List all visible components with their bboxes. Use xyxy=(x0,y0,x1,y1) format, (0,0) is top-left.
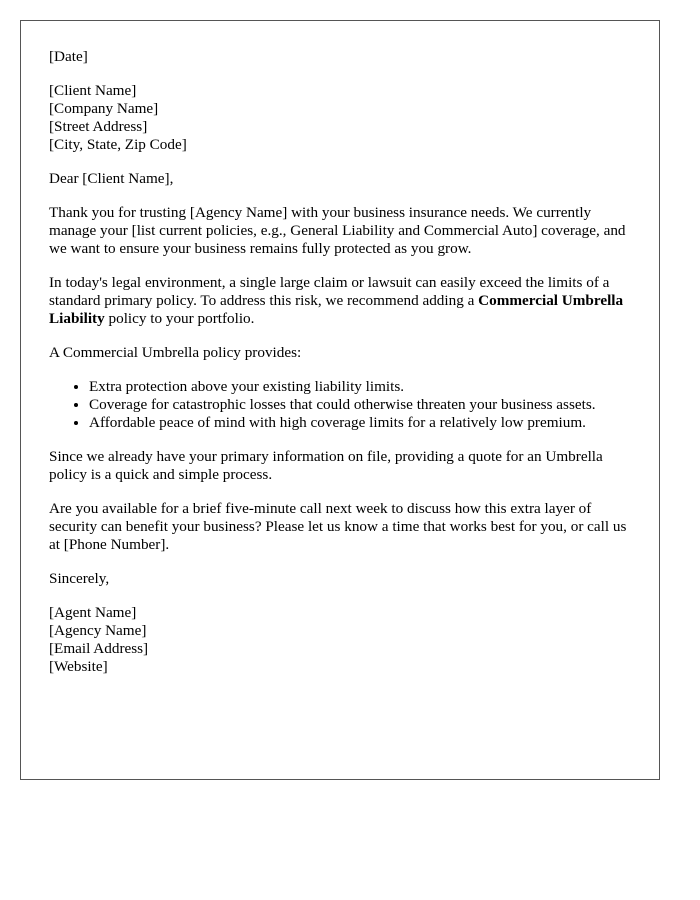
letter-date: [Date] xyxy=(49,48,88,65)
list-item: • Extra protection above your existing liability limits. xyxy=(89,378,631,396)
benefits-list xyxy=(49,378,631,432)
risk-paragraph xyxy=(49,274,631,328)
recipient-city: [City, State, Zip Code] xyxy=(49,136,187,153)
policy-name-bold: Commercial Umbrella Liability xyxy=(49,292,624,327)
call-to-action-paragraph: Are you available for a brief five-minute call next week to discuss how this extra layer of security can benefit your business? Please let us know a time that works best for you, or call us at [Phone Number]. xyxy=(49,500,627,553)
recipient-company: [Company Name] xyxy=(49,100,159,117)
list-item: • Affordable peace of mind with high coverage limits for a relatively low premium. xyxy=(89,414,631,432)
list-item: • Coverage for catastrophic losses that could otherwise threaten your business assets. xyxy=(89,396,631,414)
recipient-name: [Client Name] xyxy=(49,82,137,99)
risk-paragraph-end: policy to your portfolio. xyxy=(104,310,255,327)
risk-paragraph-text: In today's legal environment, a single large claim or lawsuit can easily exceed the limits of a standard primary policy. To address this risk, we recommend adding a xyxy=(49,274,610,309)
agent-email: [Email Address] xyxy=(49,640,149,657)
signature-block xyxy=(49,604,631,676)
agency-name: [Agency Name] xyxy=(49,622,147,639)
recipient-street: [Street Address] xyxy=(49,118,148,135)
quote-paragraph: Since we already have your primary information on file, providing a quote for an Umbrella policy is a quick and simple process. xyxy=(49,448,603,483)
salutation: Dear [Client Name], xyxy=(49,170,174,187)
recipient-address-block xyxy=(49,82,631,154)
benefits-intro: A Commercial Umbrella policy provides: xyxy=(49,344,302,361)
closing: Sincerely, xyxy=(49,570,110,587)
letter-page xyxy=(20,20,660,780)
agent-name: [Agent Name] xyxy=(49,604,137,621)
agency-website: [Website] xyxy=(49,658,108,675)
intro-paragraph: Thank you for trusting [Agency Name] with your business insurance needs. We currently manage your [list current policies, e.g., General Liability and Commercial Auto] coverage, and we want to ensure your business remains fully protected as you grow. xyxy=(49,204,626,257)
